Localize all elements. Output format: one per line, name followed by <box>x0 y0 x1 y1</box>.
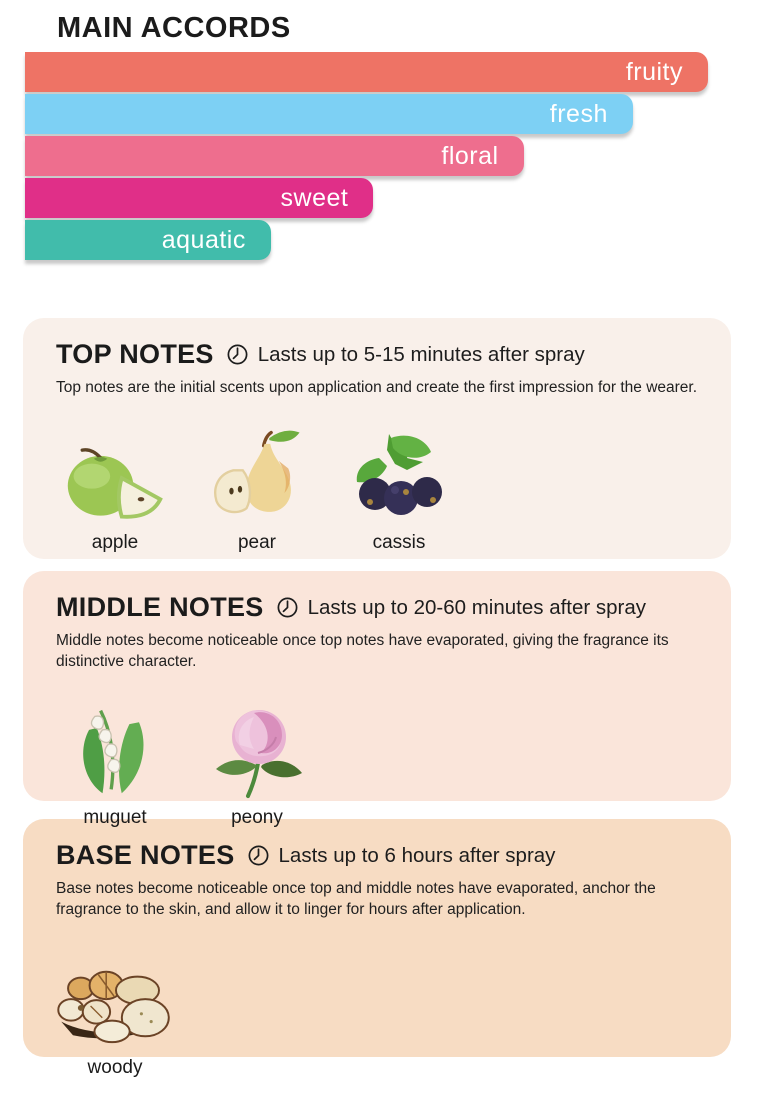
top-notes-card <box>23 318 731 559</box>
accord-label: floral <box>441 141 499 170</box>
note-item <box>56 436 174 554</box>
note-item <box>56 961 174 1079</box>
main-accords-chart <box>25 52 762 260</box>
middle-notes-card <box>23 571 731 828</box>
note-item <box>198 703 316 829</box>
top-notes-heading <box>56 339 705 370</box>
note-label: apple <box>91 532 139 554</box>
section-title: MIDDLE NOTES <box>56 592 264 622</box>
section-description: Base notes become noticeable once top and middle notes have evaporated, anchor the fragrance to the skin, and allow it to linger for hours after application. <box>56 880 656 919</box>
accord-label: sweet <box>280 183 349 212</box>
note-label: peony <box>231 806 283 828</box>
base-notes-card <box>23 819 731 1078</box>
cassis-illustration <box>349 432 449 524</box>
clock-icon <box>247 844 270 867</box>
accord-label: aquatic <box>161 225 246 254</box>
accord-bar-fresh <box>25 94 633 134</box>
base-notes-heading <box>56 840 705 871</box>
clock-icon <box>226 343 249 366</box>
note-item <box>56 703 174 829</box>
accord-bar-fruity <box>25 52 708 92</box>
pear-illustration <box>205 428 309 524</box>
note-label: cassis <box>372 532 426 554</box>
note-label: woody <box>87 1056 143 1078</box>
accord-bar-aquatic <box>25 220 271 260</box>
duration-text: Lasts up to 6 hours after spray <box>278 843 556 867</box>
section-description: Middle notes become noticeable once top notes have evaporated, giving the fragrance its distinctive character. <box>56 632 669 671</box>
accord-bar-floral <box>25 136 524 176</box>
note-item <box>340 432 458 554</box>
top-notes-list <box>56 428 705 554</box>
note-label: muguet <box>83 806 147 828</box>
base-notes-list <box>56 961 705 1079</box>
woody-illustration <box>51 961 179 1049</box>
apple-illustration <box>62 436 168 524</box>
accord-bar-sweet <box>25 178 373 218</box>
middle-notes-heading <box>56 592 705 623</box>
accord-label: fruity <box>625 57 683 86</box>
duration-text: Lasts up to 5-15 minutes after spray <box>257 342 585 366</box>
middle-notes-list <box>56 703 705 829</box>
main-accords-title: MAIN ACCORDS <box>57 12 291 44</box>
accord-label: fresh <box>549 99 608 128</box>
section-title: BASE NOTES <box>56 840 235 870</box>
duration-text: Lasts up to 20-60 minutes after spray <box>307 595 647 619</box>
peony-illustration <box>206 703 308 799</box>
note-label: pear <box>237 532 277 554</box>
clock-icon <box>276 596 299 619</box>
note-item <box>198 428 316 554</box>
section-title: TOP NOTES <box>56 339 214 369</box>
section-description: Top notes are the initial scents upon application and create the first impression for the wearer. <box>56 379 698 396</box>
muguet-illustration <box>70 703 160 799</box>
